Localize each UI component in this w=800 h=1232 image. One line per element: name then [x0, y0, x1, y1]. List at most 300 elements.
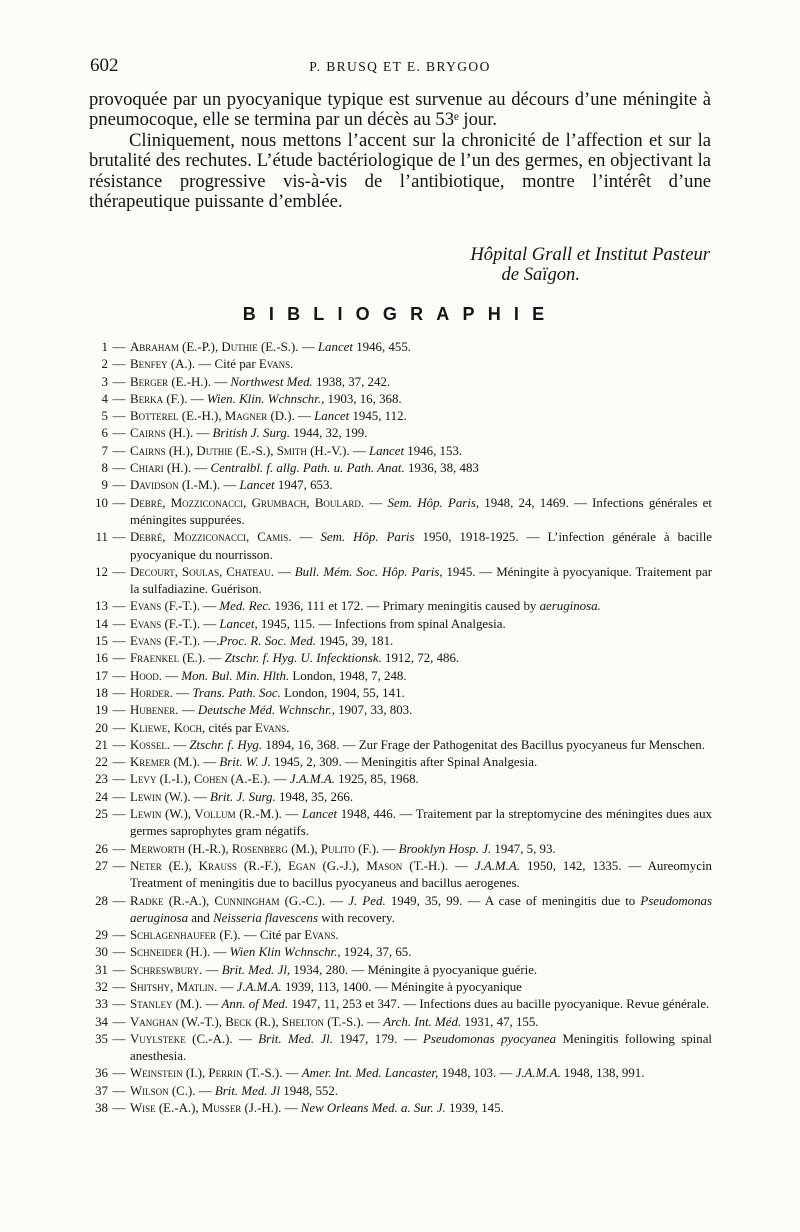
reference-journal: Pseudomonas pyocyanea — [422, 1031, 557, 1046]
reference-text — [130, 1031, 712, 1066]
reference-detail: 1947, 179. — — [333, 1031, 423, 1046]
reference-detail: — — [202, 962, 222, 977]
reference-text — [130, 927, 712, 944]
reference-dash: — — [112, 634, 126, 649]
reference-item — [88, 893, 712, 928]
reference-journal: Brit. W. J. — [219, 755, 271, 770]
reference-dash: — — [112, 391, 126, 406]
reference-item — [88, 668, 712, 685]
reference-detail: 1907, 33, 803. — [335, 703, 413, 718]
reference-text — [130, 858, 712, 893]
reference-authors: Neter (E.), Krauss (R.-F.), Egan (G.-J.), Mason (T.-H.). — [130, 858, 449, 873]
reference-item — [88, 1065, 712, 1082]
reference-text — [130, 841, 712, 858]
reference-detail: cités par — [205, 720, 256, 735]
reference-detail: 1950, 1918-1925. — L’infection générale à bacille pyocyanique du nourrisson. — [130, 530, 712, 562]
reference-detail: 1948, 552. — [280, 1083, 339, 1098]
reference-detail: — — [173, 685, 193, 700]
reference-dash: — — [112, 720, 126, 735]
reference-dash: — — [112, 668, 126, 683]
reference-detail: — — [200, 755, 220, 770]
reference-journal: British J. Surg. — [212, 426, 291, 441]
reference-item — [88, 927, 712, 944]
reference-dash: — — [112, 1101, 126, 1116]
reference-authors: Horder. — [130, 685, 174, 700]
reference-dash: — — [112, 789, 126, 804]
reference-dash: — — [112, 564, 126, 579]
reference-detail: 1945, 2, 309. — Meningitis after Spinal Analgesia. — [270, 755, 538, 770]
reference-authors: Botterel (E.-H.), Magner (D.). — [130, 409, 295, 424]
reference-dash: — — [112, 340, 126, 354]
reference-authors: Levy (I.-I.), Cohen (A.-E.). — [130, 772, 271, 787]
reference-number: 14 — [95, 616, 108, 631]
reference-dash: — — [112, 651, 126, 666]
reference-text — [130, 564, 712, 599]
reference-text — [130, 702, 712, 719]
reference-detail: — — [363, 1014, 384, 1029]
reference-detail: — — [195, 1083, 215, 1098]
reference-authors: Debré, Mozziconacci, Camis. — [130, 530, 292, 545]
reference-detail: 1947, 11, 253 et 347. — Infections dues au bacille pyocyanique. Revue générale. — [288, 997, 710, 1012]
body-text — [89, 90, 711, 212]
reference-text — [130, 1014, 712, 1031]
reference-authors: Schneider (H.). — [130, 945, 211, 960]
reference-text — [130, 962, 712, 979]
reference-detail: — Cité par — [240, 928, 305, 943]
reference-item — [88, 460, 712, 477]
reference-number: 32 — [95, 979, 108, 994]
reference-journal: Brit. Med. Jl. — [258, 1031, 333, 1046]
reference-dash: — — [112, 616, 126, 631]
reference-journal: Brit. J. Surg. — [209, 789, 276, 804]
reference-detail: 1950, 142, 1335. — Aureomycin Treatment of meningitis due to bacillus pyocyaneus and bacillus aerogenes. — [130, 858, 713, 891]
reference-text — [130, 650, 712, 667]
reference-detail: 1939, 113, 1400. — Méningite à pyocyanique — [281, 979, 522, 994]
reference-detail: — — [217, 979, 237, 994]
reference-item — [88, 1100, 712, 1117]
reference-number: 22 — [95, 755, 108, 770]
reference-authors: Kossel. — [130, 737, 171, 752]
reference-number: 27 — [95, 858, 108, 873]
reference-number: 36 — [95, 1066, 108, 1081]
reference-item — [88, 443, 712, 460]
reference-journal: Lancet — [368, 443, 405, 458]
reference-dash: — — [112, 979, 126, 994]
reference-journal: Lancet — [302, 807, 338, 822]
reference-number: 30 — [95, 945, 108, 960]
reference-detail: —. — [200, 634, 220, 649]
reference-text — [130, 1065, 712, 1082]
reference-number: 6 — [101, 426, 108, 441]
reference-dash: — — [112, 357, 126, 372]
reference-journal: Pseudomonas aeruginosa — [130, 893, 713, 925]
reference-text — [130, 893, 712, 928]
reference-detail: with recovery. — [317, 910, 395, 925]
reference-detail: — — [187, 391, 207, 406]
reference-text — [130, 754, 712, 771]
reference-authors: Evans. — [304, 928, 339, 943]
reference-dash: — — [112, 409, 126, 424]
reference-journal: Brit. Med. Jl — [214, 1083, 281, 1098]
reference-dash: — — [112, 893, 126, 908]
reference-journal: Lancet — [314, 409, 350, 424]
reference-detail: — — [191, 461, 211, 476]
reference-detail: 1948, 24, 1469. — Infections générales et méningites suppurées. — [130, 495, 712, 527]
reference-detail: 1948, 103. — — [438, 1066, 516, 1081]
reference-item — [88, 495, 712, 530]
reference-number: 33 — [95, 997, 108, 1012]
reference-detail: 1947, 5, 93. — [491, 841, 556, 856]
reference-number: 26 — [95, 841, 108, 856]
reference-journal: Wien Klin Wchnschr., — [229, 945, 341, 960]
reference-item — [88, 771, 712, 788]
reference-number: 11 — [95, 530, 108, 545]
reference-authors: Berger (E.-H.). — [130, 374, 212, 389]
reference-text — [130, 771, 712, 788]
reference-text — [130, 339, 712, 356]
reference-number: 24 — [95, 789, 108, 804]
reference-number: 37 — [95, 1083, 108, 1098]
reference-number: 16 — [95, 651, 108, 666]
reference-authors: Evans. — [255, 720, 290, 735]
reference-detail: and — [188, 910, 214, 925]
reference-journal: Lancet — [239, 478, 275, 493]
reference-authors: Cairns (H.). — [130, 426, 194, 441]
reference-journal: Northwest Med. — [230, 374, 313, 389]
reference-item — [88, 529, 712, 564]
reference-number: 25 — [95, 807, 108, 822]
reference-text — [130, 789, 712, 806]
reference-detail: — — [298, 340, 318, 354]
reference-text — [130, 996, 712, 1013]
reference-journal: Centralbl. f. allg. Path. u. Path. Anat. — [210, 461, 405, 476]
reference-detail: 1931, 47, 155. — [461, 1014, 539, 1029]
reference-dash: — — [112, 461, 126, 476]
reference-item — [88, 1014, 712, 1031]
reference-detail: 1936, 38, 483 — [404, 461, 479, 476]
reference-authors: Evans (F.-T.). — [130, 616, 201, 631]
page-number: 602 — [90, 55, 119, 76]
reference-item — [88, 425, 712, 442]
reference-item — [88, 841, 712, 858]
affiliation-line-1: Hôpital Grall et Institut Pasteur — [470, 244, 710, 265]
reference-item — [88, 720, 712, 737]
reference-item — [88, 356, 712, 373]
reference-journal: Trans. Path. Soc. — [192, 685, 281, 700]
reference-detail: 1894, 16, 368. — Zur Frage der Pathogenitat des Bacillus pyocyaneus fur Menschen. — [262, 737, 705, 752]
reference-dash: — — [112, 685, 126, 700]
reference-detail: — — [220, 478, 240, 493]
reference-text — [130, 1100, 712, 1117]
reference-journal: Med. Rec. — [219, 599, 272, 614]
reference-authors: Shitshy, Matlin. — [130, 979, 218, 994]
reference-detail: 1934, 280. — Méningite à pyocyanique guérie. — [290, 962, 538, 977]
reference-text — [130, 979, 712, 996]
reference-detail: 1948, 138, 991. — [560, 1066, 645, 1081]
reference-authors: Hood. — [130, 668, 163, 683]
reference-authors: Benfey (A.). — [130, 357, 196, 372]
reference-detail: , 1903, 16, 368. — [321, 391, 402, 406]
paragraph-1: provoquée par un pyocyanique typique est survenue au décours d’une méningite à pneumocoque, elle se termina par un décès au 53ᵉ jour. — [89, 89, 711, 131]
reference-list — [88, 339, 712, 1117]
reference-text — [130, 685, 712, 702]
bibliography-heading: BIBLIOGRAPHIE — [242, 304, 558, 324]
reference-authors: Wise (E.-A.), Musser (J.-H.). — [130, 1101, 282, 1116]
reference-dash: — — [112, 858, 126, 873]
reference-number: 20 — [95, 720, 108, 735]
reference-item — [88, 962, 712, 979]
reference-detail: 1938, 37, 242. — [312, 374, 391, 389]
reference-detail: — — [281, 807, 303, 822]
reference-detail: 1912, 72, 486. — [381, 651, 460, 666]
reference-detail: — — [294, 409, 315, 424]
reference-item — [88, 858, 712, 893]
reference-dash: — — [112, 997, 126, 1012]
reference-authors: Schreswbury. — [130, 962, 203, 977]
reference-text — [130, 408, 712, 425]
reference-detail: — — [202, 997, 222, 1012]
reference-number: 2 — [101, 357, 108, 372]
reference-dash: — — [112, 374, 126, 389]
reference-text — [130, 616, 712, 633]
affiliation — [330, 245, 710, 286]
reference-dash: — — [112, 962, 126, 977]
reference-number: 13 — [95, 599, 108, 614]
reference-authors: Kremer (M.). — [130, 755, 201, 770]
reference-number: 15 — [95, 634, 108, 649]
reference-dash: — — [112, 1083, 126, 1098]
reference-detail: — — [274, 564, 295, 579]
reference-detail: 1948, 446. — Traitement par la streptomycine des méningites dues aux germes saprophytes gram négatifs. — [130, 807, 712, 839]
reference-item — [88, 374, 712, 391]
reference-detail: — — [210, 945, 230, 960]
reference-detail: — — [379, 841, 399, 856]
reference-number: 7 — [101, 443, 108, 458]
reference-authors: Abraham (E.-P.), Duthie (E.-S.). — [130, 340, 299, 354]
reference-journal: J.A.M.A. — [515, 1066, 561, 1081]
reference-authors: Davidson (I.-M.). — [130, 478, 221, 493]
reference-detail: 1945, 115. — Infections from spinal Analgesia. — [257, 616, 506, 631]
reference-item — [88, 702, 712, 719]
reference-number: 8 — [101, 461, 108, 476]
reference-text — [130, 737, 712, 754]
reference-authors: Cairns (H.), Duthie (E.-S.), Smith (H.-V.). — [130, 443, 350, 458]
reference-detail: 1925, 85, 1968. — [334, 772, 419, 787]
reference-text — [130, 477, 712, 494]
reference-journal: Ztschr. f. Hyg. U. Infecktionsk. — [224, 651, 382, 666]
reference-journal: Brit. Med. Jl, — [221, 962, 291, 977]
reference-text — [130, 374, 712, 391]
reference-detail: — — [270, 772, 290, 787]
reference-detail: 1944, 32, 199. — [290, 426, 368, 441]
reference-journal: Lancet — [317, 340, 353, 354]
reference-detail: 1939, 145. — [445, 1101, 504, 1116]
reference-journal: Bull. Mém. Soc. Hôp. Paris, — [294, 564, 443, 579]
reference-item — [88, 477, 712, 494]
affiliation-line-2: de Saïgon. — [501, 264, 580, 286]
reference-dash: — — [112, 495, 126, 510]
reference-authors: Evans (F.-T.). — [130, 599, 201, 614]
reference-authors: Kliewe, Koch, — [130, 720, 206, 735]
reference-number: 4 — [101, 391, 108, 406]
reference-authors: Lewin (W.). — [130, 789, 191, 804]
reference-detail: London, 1904, 55, 141. — [280, 685, 405, 700]
reference-authors: Vanghan (W.-T.), Beck (R.), Shelton (T.-S.). — [130, 1014, 364, 1029]
reference-journal: J.A.M.A. — [474, 858, 520, 873]
reference-authors: Vuylsteke (C.-A.). — [130, 1031, 233, 1046]
reference-text — [130, 1083, 712, 1100]
reference-journal: Sem. Hôp. Paris, — [387, 495, 480, 510]
reference-text — [130, 668, 712, 685]
reference-authors: Hubener. — [130, 703, 179, 718]
reference-number: 3 — [101, 374, 108, 389]
reference-number: 31 — [95, 962, 108, 977]
reference-dash: — — [112, 841, 126, 856]
reference-journal: Amer. Int. Med. Lancaster, — [301, 1066, 439, 1081]
reference-number: 18 — [95, 685, 108, 700]
reference-detail: — — [205, 651, 225, 666]
reference-number: 9 — [101, 478, 108, 493]
reference-detail: — — [325, 893, 349, 908]
reference-detail: — — [364, 495, 388, 510]
reference-text — [130, 806, 712, 841]
reference-detail: 1946, 455. — [352, 340, 411, 354]
reference-dash: — — [112, 1014, 126, 1029]
reference-item — [88, 391, 712, 408]
reference-dash: — — [112, 426, 126, 441]
reference-detail: — — [170, 737, 190, 752]
reference-detail: 1947, 653. — [274, 478, 333, 493]
reference-authors: Evans. — [258, 357, 294, 372]
reference-dash: — — [112, 772, 126, 787]
page-header — [90, 55, 710, 79]
reference-dash: — — [112, 945, 126, 960]
reference-detail: — — [200, 599, 220, 614]
reference-item — [88, 633, 712, 650]
reference-detail: — — [281, 1101, 301, 1116]
reference-dash: — — [112, 478, 126, 493]
reference-item — [88, 564, 712, 599]
reference-authors: Berka (F.). — [130, 391, 188, 406]
reference-authors: Lewin (W.), Vollum (R.-M.). — [130, 807, 282, 822]
reference-authors: Fraenkel (E.). — [130, 651, 206, 666]
reference-authors: Weinstein (I.), Perrin (T.-S.). — [130, 1066, 283, 1081]
reference-journal: J.A.M.A. — [289, 772, 335, 787]
reference-detail: — — [282, 1066, 302, 1081]
reference-journal: Neisseria flavescens — [213, 910, 318, 925]
reference-number: 29 — [95, 928, 108, 943]
reference-text — [130, 443, 712, 460]
reference-item — [88, 996, 712, 1013]
reference-item — [88, 650, 712, 667]
reference-item — [88, 737, 712, 754]
reference-number: 38 — [95, 1101, 108, 1116]
reference-item — [88, 789, 712, 806]
reference-detail: 1945, 112. — [349, 409, 407, 424]
reference-detail: Meningitis following spinal anesthesia. — [130, 1031, 713, 1064]
reference-journal: aeruginosa. — [539, 599, 601, 614]
reference-detail: — — [200, 616, 220, 631]
running-head: P. BRUSQ ET E. BRYGOO — [309, 59, 491, 74]
reference-authors: Stanley (M.). — [130, 997, 203, 1012]
reference-detail: London, 1948, 7, 248. — [289, 668, 407, 683]
reference-text — [130, 598, 712, 615]
reference-text — [130, 391, 712, 408]
reference-detail: — — [291, 530, 321, 545]
reference-authors: Schlagenhaufer (F.). — [130, 928, 241, 943]
reference-number: 34 — [95, 1014, 108, 1029]
reference-authors: Evans (F.-T.). — [130, 634, 201, 649]
reference-detail: — — [211, 374, 231, 389]
reference-detail: 1945. — Méningite à pyocyanique. Traitement par la sulfadiazine. Guérison. — [130, 564, 712, 597]
reference-authors: Chiari (H.). — [130, 461, 192, 476]
reference-detail: — — [232, 1031, 259, 1046]
reference-item — [88, 616, 712, 633]
reference-detail: — — [190, 789, 210, 804]
reference-journal: Deutsche Méd. Wchnschr., — [197, 703, 335, 718]
reference-authors: Merworth (H.-R.), Rosenberg (M.), Pulito (F.). — [130, 841, 380, 856]
reference-number: 19 — [95, 703, 108, 718]
reference-dash: — — [112, 599, 126, 614]
reference-journal: Arch. Int. Méd. — [383, 1014, 462, 1029]
reference-dash: — — [112, 737, 126, 752]
reference-number: 21 — [95, 737, 108, 752]
reference-authors: Wilson (C.). — [130, 1083, 196, 1098]
reference-journal: Proc. R. Soc. Med. — [219, 634, 316, 649]
reference-text — [130, 720, 712, 737]
reference-text — [130, 633, 712, 650]
reference-journal: J.A.M.A. — [236, 979, 282, 994]
reference-number: 17 — [95, 668, 108, 683]
reference-text — [130, 495, 712, 530]
reference-number: 28 — [95, 893, 108, 908]
reference-detail: 1945, 39, 181. — [315, 634, 394, 649]
reference-item — [88, 979, 712, 996]
reference-item — [88, 754, 712, 771]
reference-dash: — — [112, 755, 126, 770]
reference-number: 5 — [101, 409, 108, 424]
reference-detail: — — [178, 703, 198, 718]
reference-number: 12 — [95, 564, 108, 579]
reference-dash: — — [112, 928, 126, 943]
reference-journal: Brooklyn Hosp. J. — [398, 841, 492, 856]
reference-journal: Lancet, — [219, 616, 258, 631]
reference-item — [88, 1083, 712, 1100]
reference-text — [130, 460, 712, 477]
paragraph-2: Cliniquement, nous mettons l’accent sur la chronicité de l’affection et sur la brutalité des rechutes. L’étude bactériologique de l’un des germes, en objectivant la résistance progressive vis-à-vis de l’antibiotique, montre l’intérêt d’une thérapeutique puissante d’emblée. — [89, 129, 711, 213]
reference-journal: Ann. of Med. — [221, 997, 289, 1012]
reference-item — [88, 598, 712, 615]
reference-item — [88, 806, 712, 841]
reference-item — [88, 408, 712, 425]
reference-text — [130, 425, 712, 442]
reference-dash: — — [112, 1066, 126, 1081]
reference-journal: Wien. Klin. Wchnschr. — [206, 391, 322, 406]
reference-detail: 1948, 35, 266. — [275, 789, 354, 804]
reference-detail: 1936, 111 et 172. — Primary meningitis caused by — [271, 599, 540, 614]
reference-detail: — Cité par — [195, 357, 259, 372]
reference-text — [130, 944, 712, 961]
reference-text — [130, 529, 712, 564]
reference-number: 35 — [95, 1031, 108, 1046]
reference-journal: Sem. Hôp. Paris — [320, 530, 415, 545]
reference-journal: New Orleans Med. a. Sur. J. — [300, 1101, 446, 1116]
reference-authors: Decourt, Soulas, Chateau. — [130, 564, 275, 579]
reference-number: 10 — [95, 495, 108, 510]
reference-item — [88, 339, 712, 356]
reference-authors: Debré, Mozziconacci, Grumbach, Boulard. — [130, 495, 365, 510]
reference-dash: — — [112, 530, 126, 545]
